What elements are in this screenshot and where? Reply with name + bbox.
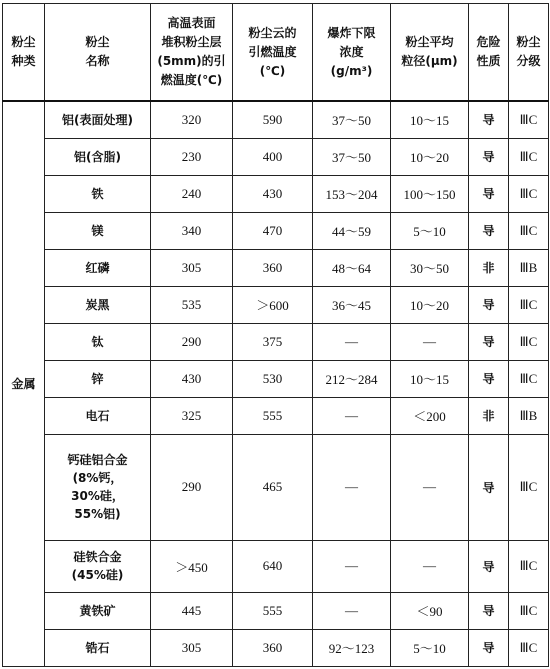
cloud-temp-cell: 530 bbox=[233, 360, 313, 397]
dust-name-cell: 锆石 bbox=[45, 629, 151, 666]
hazard-cell: 导 bbox=[469, 360, 509, 397]
lower-limit-cell: — bbox=[313, 434, 391, 540]
table-row bbox=[3, 434, 549, 540]
cloud-temp-cell: 470 bbox=[233, 212, 313, 249]
grade-cell: ⅢC bbox=[509, 360, 549, 397]
table-row bbox=[3, 138, 549, 175]
grade-cell: ⅢC bbox=[509, 540, 549, 592]
layer-temp-cell: 305 bbox=[151, 249, 233, 286]
particle-size-cell: 100～150 bbox=[391, 175, 469, 212]
lower-limit-cell: — bbox=[313, 323, 391, 360]
layer-temp-cell: 445 bbox=[151, 592, 233, 629]
lower-limit-cell: 212～284 bbox=[313, 360, 391, 397]
lower-limit-cell: — bbox=[313, 592, 391, 629]
grade-cell: ⅢC bbox=[509, 138, 549, 175]
hazard-cell: 导 bbox=[469, 592, 509, 629]
hazard-cell: 非 bbox=[469, 397, 509, 434]
cloud-temp-cell: 640 bbox=[233, 540, 313, 592]
grade-cell: ⅢC bbox=[509, 286, 549, 323]
particle-size-cell: — bbox=[391, 323, 469, 360]
table-row bbox=[3, 286, 549, 323]
cloud-temp-cell: 590 bbox=[233, 101, 313, 138]
header-lower-limit: 爆炸下限 浓度 (g/m³) bbox=[313, 4, 391, 102]
particle-size-cell: 10～20 bbox=[391, 286, 469, 323]
cloud-temp-cell: ＞600 bbox=[233, 286, 313, 323]
dust-name-cell: 钙硅铝合金 (8%钙， 30%硅， 55%铝) bbox=[45, 434, 151, 540]
lower-limit-cell: 153～204 bbox=[313, 175, 391, 212]
particle-size-cell: — bbox=[391, 540, 469, 592]
table-row bbox=[3, 249, 549, 286]
dust-kind-cell: 金属 bbox=[3, 101, 45, 666]
dust-name-cell: 硅铁合金 (45%硅) bbox=[45, 540, 151, 592]
lower-limit-cell: 48～64 bbox=[313, 249, 391, 286]
grade-cell: ⅢC bbox=[509, 101, 549, 138]
particle-size-cell: 10～20 bbox=[391, 138, 469, 175]
dust-name-cell: 电石 bbox=[45, 397, 151, 434]
lower-limit-cell: 37～50 bbox=[313, 138, 391, 175]
layer-temp-cell: 290 bbox=[151, 323, 233, 360]
hazard-cell: 导 bbox=[469, 629, 509, 666]
layer-temp-cell: 430 bbox=[151, 360, 233, 397]
dust-name-cell: 锌 bbox=[45, 360, 151, 397]
cloud-temp-cell: 400 bbox=[233, 138, 313, 175]
dust-name-cell: 铝(含脂) bbox=[45, 138, 151, 175]
dust-name-cell: 钛 bbox=[45, 323, 151, 360]
cloud-temp-cell: 465 bbox=[233, 434, 313, 540]
lower-limit-cell: — bbox=[313, 540, 391, 592]
layer-temp-cell: 240 bbox=[151, 175, 233, 212]
cloud-temp-cell: 375 bbox=[233, 323, 313, 360]
dust-name-cell: 铁 bbox=[45, 175, 151, 212]
cloud-temp-cell: 360 bbox=[233, 249, 313, 286]
header-particle-size: 粉尘平均 粒径(μm) bbox=[391, 4, 469, 102]
table-row bbox=[3, 397, 549, 434]
cloud-temp-cell: 555 bbox=[233, 397, 313, 434]
particle-size-cell: 5～10 bbox=[391, 629, 469, 666]
header-grade: 粉尘 分级 bbox=[509, 4, 549, 102]
grade-cell: ⅢC bbox=[509, 323, 549, 360]
layer-temp-cell: 325 bbox=[151, 397, 233, 434]
grade-cell: ⅢC bbox=[509, 629, 549, 666]
particle-size-cell: 30～50 bbox=[391, 249, 469, 286]
header-kind: 粉尘 种类 bbox=[3, 4, 45, 102]
layer-temp-cell: 535 bbox=[151, 286, 233, 323]
hazard-cell: 导 bbox=[469, 212, 509, 249]
lower-limit-cell: — bbox=[313, 397, 391, 434]
layer-temp-cell: 320 bbox=[151, 101, 233, 138]
particle-size-cell: 10～15 bbox=[391, 360, 469, 397]
lower-limit-cell: 44～59 bbox=[313, 212, 391, 249]
particle-size-cell: 10～15 bbox=[391, 101, 469, 138]
cloud-temp-cell: 360 bbox=[233, 629, 313, 666]
grade-cell: ⅢB bbox=[509, 397, 549, 434]
particle-size-cell: — bbox=[391, 434, 469, 540]
dust-name-cell: 铝(表面处理) bbox=[45, 101, 151, 138]
table-row bbox=[3, 101, 549, 138]
header-layer-temp: 高温表面 堆积粉尘层 (5mm)的引 燃温度(℃) bbox=[151, 4, 233, 102]
lower-limit-cell: 36～45 bbox=[313, 286, 391, 323]
table-row bbox=[3, 212, 549, 249]
table-row bbox=[3, 592, 549, 629]
hazard-cell: 导 bbox=[469, 540, 509, 592]
dust-name-cell: 镁 bbox=[45, 212, 151, 249]
cloud-temp-cell: 555 bbox=[233, 592, 313, 629]
header-cloud-temp: 粉尘云的 引燃温度 (℃) bbox=[233, 4, 313, 102]
lower-limit-cell: 37～50 bbox=[313, 101, 391, 138]
layer-temp-cell: 290 bbox=[151, 434, 233, 540]
layer-temp-cell: 305 bbox=[151, 629, 233, 666]
table-row bbox=[3, 360, 549, 397]
table-row bbox=[3, 175, 549, 212]
layer-temp-cell: ＞450 bbox=[151, 540, 233, 592]
dust-name-cell: 红磷 bbox=[45, 249, 151, 286]
hazard-cell: 导 bbox=[469, 323, 509, 360]
grade-cell: ⅢB bbox=[509, 249, 549, 286]
dust-name-cell: 黄铁矿 bbox=[45, 592, 151, 629]
dust-properties-table bbox=[2, 3, 549, 667]
hazard-cell: 导 bbox=[469, 101, 509, 138]
hazard-cell: 非 bbox=[469, 249, 509, 286]
header-name: 粉尘 名称 bbox=[45, 4, 151, 102]
table-row bbox=[3, 540, 549, 592]
particle-size-cell: ＜90 bbox=[391, 592, 469, 629]
lower-limit-cell: 92～123 bbox=[313, 629, 391, 666]
grade-cell: ⅢC bbox=[509, 212, 549, 249]
hazard-cell: 导 bbox=[469, 434, 509, 540]
particle-size-cell: ＜200 bbox=[391, 397, 469, 434]
table-header-row bbox=[3, 4, 549, 102]
header-hazard: 危险 性质 bbox=[469, 4, 509, 102]
grade-cell: ⅢC bbox=[509, 175, 549, 212]
hazard-cell: 导 bbox=[469, 175, 509, 212]
hazard-cell: 导 bbox=[469, 138, 509, 175]
grade-cell: ⅢC bbox=[509, 434, 549, 540]
hazard-cell: 导 bbox=[469, 286, 509, 323]
table-row bbox=[3, 629, 549, 666]
grade-cell: ⅢC bbox=[509, 592, 549, 629]
layer-temp-cell: 230 bbox=[151, 138, 233, 175]
layer-temp-cell: 340 bbox=[151, 212, 233, 249]
particle-size-cell: 5～10 bbox=[391, 212, 469, 249]
table-row bbox=[3, 323, 549, 360]
cloud-temp-cell: 430 bbox=[233, 175, 313, 212]
dust-name-cell: 炭黑 bbox=[45, 286, 151, 323]
